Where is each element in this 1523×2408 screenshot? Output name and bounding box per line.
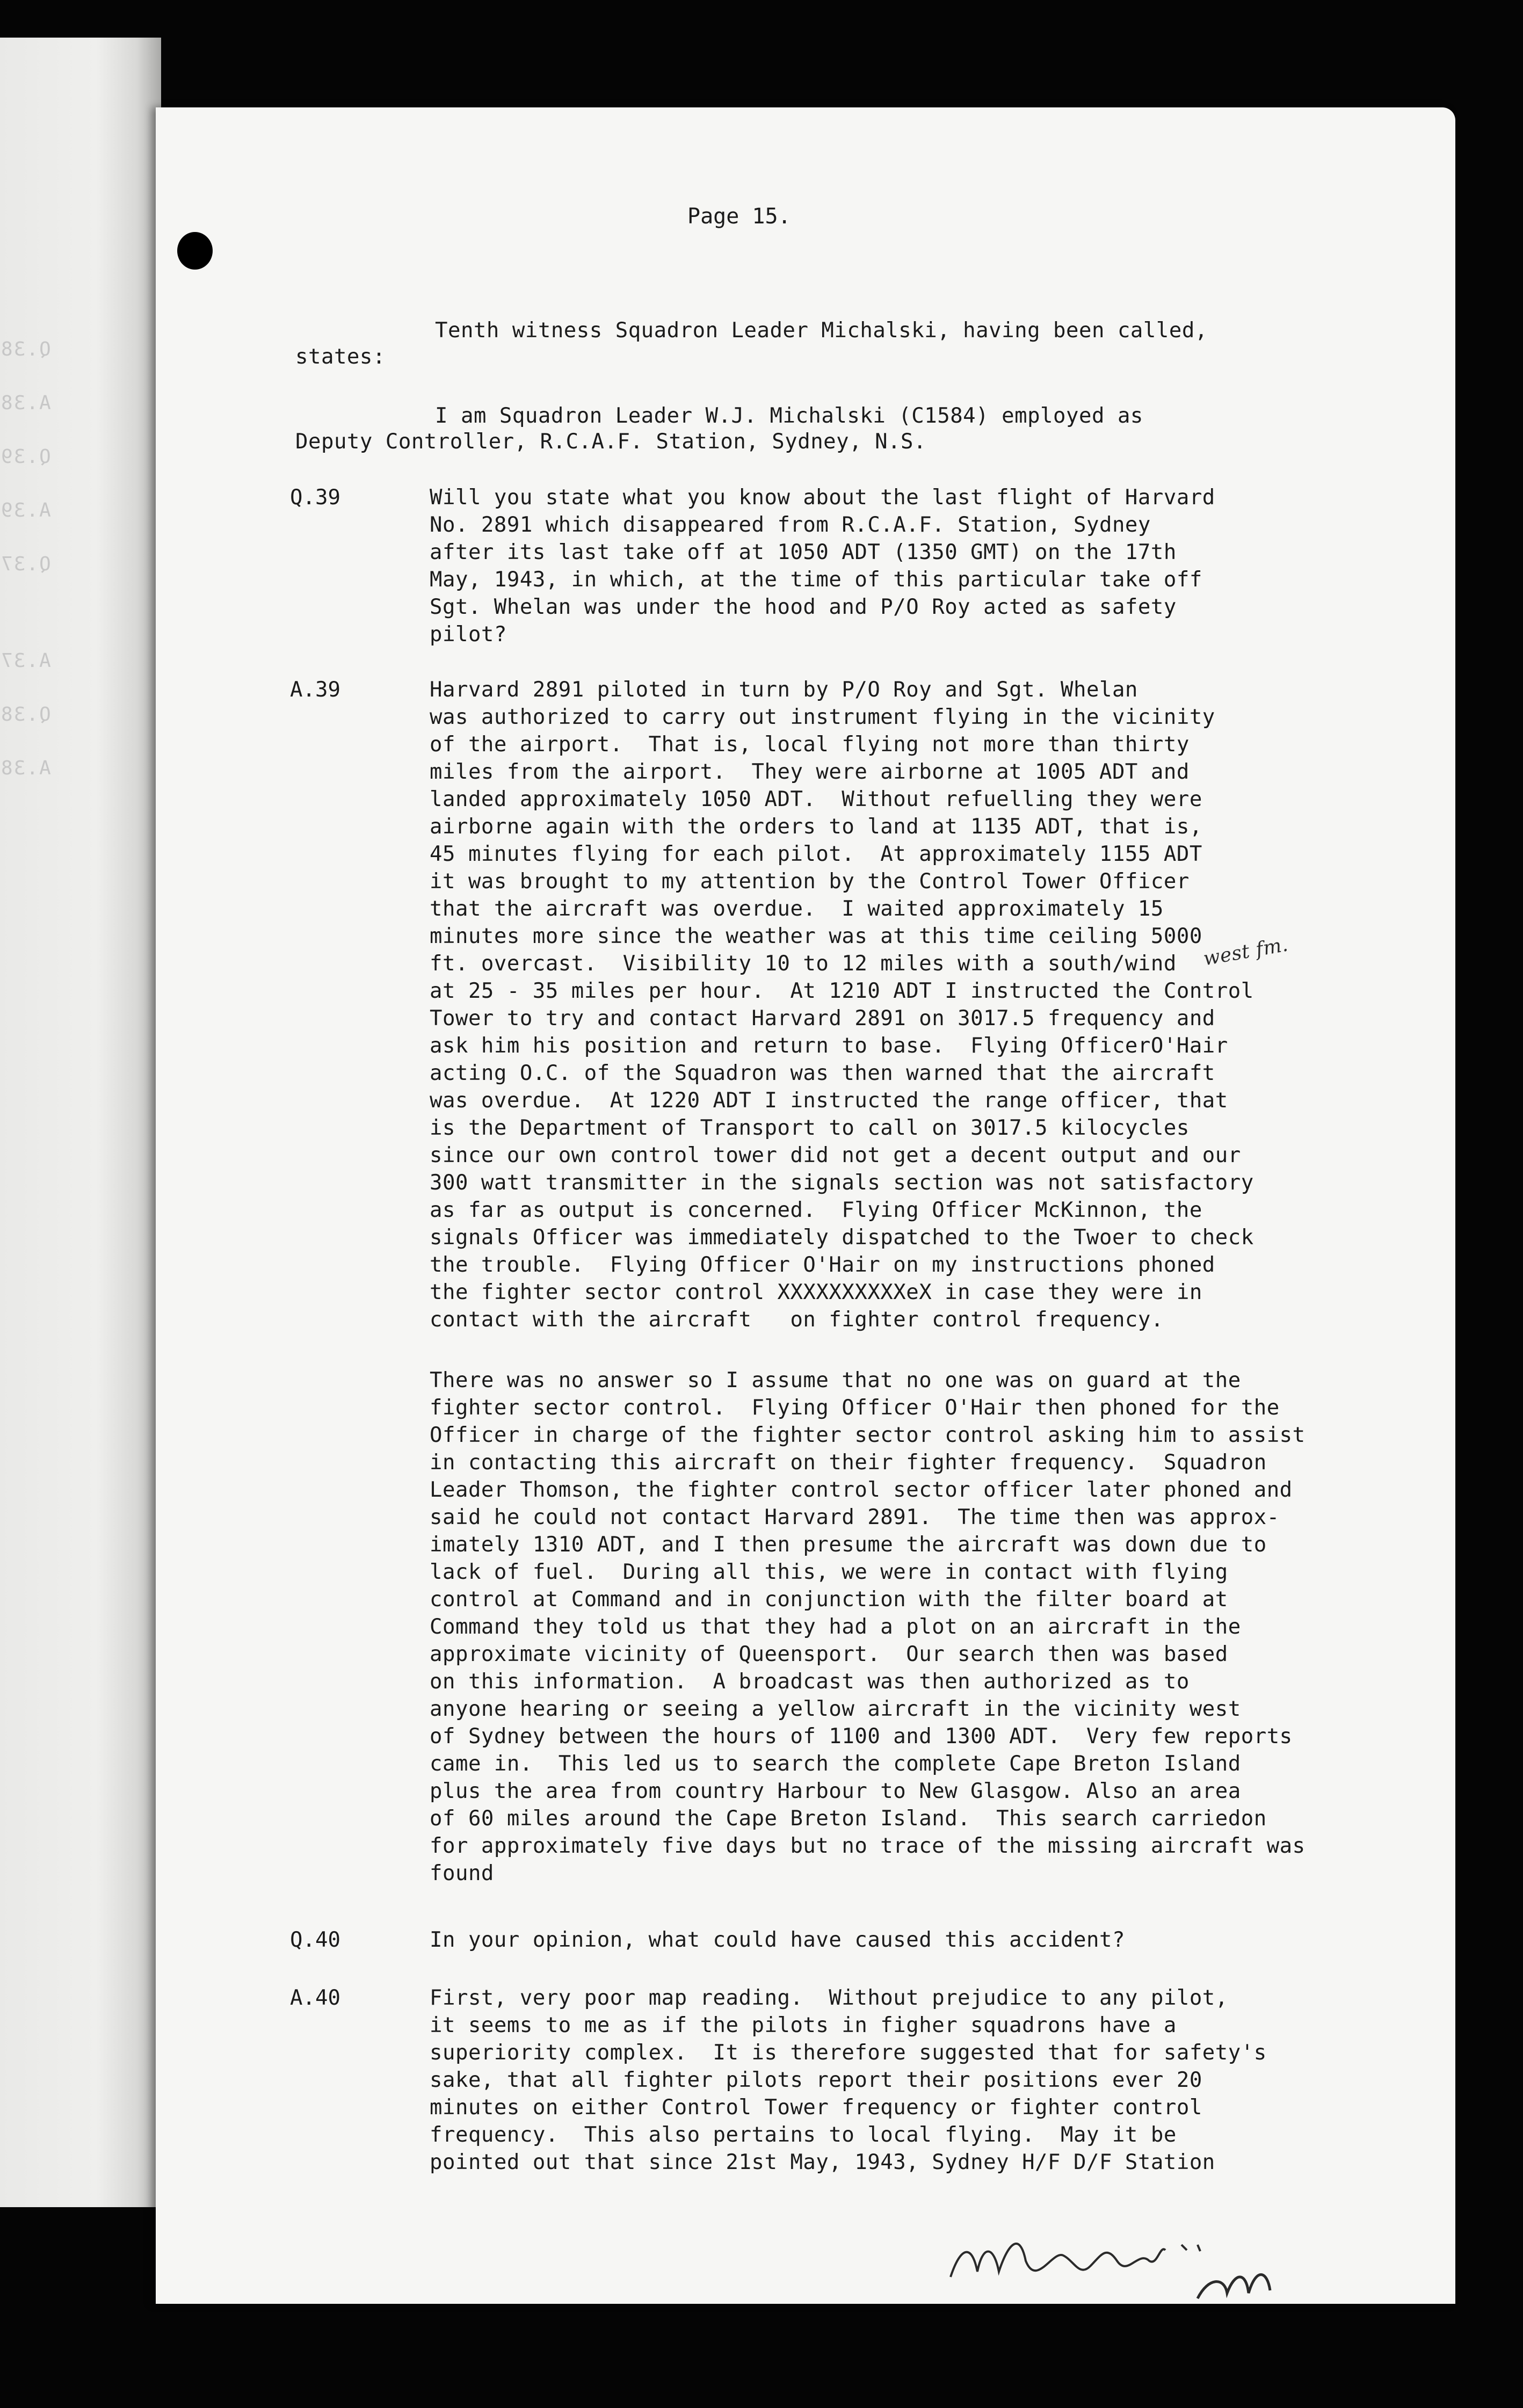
answer-line: imately 1310 ADT, and I then presume the aircraft was down due to [430, 1533, 1267, 1557]
answer-line: since our own control tower did not get a decent output and our [430, 1143, 1241, 1167]
signature [945, 2213, 1278, 2309]
answer-line: plus the area from country Harbour to New Glasgow. Also an area [430, 1779, 1241, 1803]
margin-note: west fm. [1201, 933, 1290, 970]
answer-line: anyone hearing or seeing a yellow aircraft in the vicinity west [430, 1697, 1241, 1721]
left-label-8: A.38 [0, 757, 51, 779]
question-label: Q.40 [290, 1928, 340, 1952]
answer-line: lack of fuel. During all this, we were in contact with flying [430, 1560, 1228, 1584]
question-line: May, 1943, in which, at the time of this particular take off [430, 568, 1202, 592]
left-label-3: Q.39 [0, 446, 51, 468]
answer-line: ft. overcast. Visibility 10 to 12 miles with a south/wind [430, 952, 1177, 976]
answer-line: Tower to try and contact Harvard 2891 on 3017.5 frequency and [430, 1006, 1215, 1031]
answer-line: There was no answer so I assume that no one was on guard at the [430, 1368, 1241, 1392]
answer-line: on this information. A broadcast was then authorized as to [430, 1670, 1190, 1694]
intro-line: states: [295, 345, 386, 369]
answer-line: found [430, 1861, 494, 1885]
left-label-6: A.37 [0, 650, 51, 672]
answer-line: 300 watt transmitter in the signals section was not satisfactory [430, 1171, 1254, 1195]
answer-line: came in. This led us to search the complete Cape Breton Island [430, 1752, 1241, 1776]
answer-line: signals Officer was immediately dispatched to the Twoer to check [430, 1225, 1254, 1250]
question-label: Q.39 [290, 485, 340, 510]
answer-line: is the Department of Transport to call on 3017.5 kilocycles [430, 1116, 1190, 1140]
answer-line: superiority complex. It is therefore suggested that for safety's [430, 2041, 1267, 2065]
answer-line: fighter sector control. Flying Officer O'Hair then phoned for the [430, 1396, 1280, 1420]
question-line: Will you state what you know about the last flight of Harvard [430, 485, 1215, 510]
answer-line: minutes on either Control Tower frequency or fighter control [430, 2095, 1202, 2120]
question-line: pilot? [430, 622, 507, 647]
answer-line: ask him his position and return to base. Flying OfficerO'Hair [430, 1034, 1228, 1058]
left-label-1: Q.38 [0, 338, 51, 360]
answer-line: the fighter sector control XXXXXXXXXXeX in case they were in [430, 1280, 1202, 1304]
left-label-7: Q.38 [0, 703, 51, 726]
left-label-4: A.39 [0, 499, 51, 521]
answer-line: said he could not contact Harvard 2891. The time then was approx- [430, 1505, 1280, 1529]
answer-line: was overdue. At 1220 ADT I instructed the range officer, that [430, 1089, 1228, 1113]
binder-hole [177, 232, 213, 270]
answer-line: was authorized to carry out instrument flying in the vicinity [430, 705, 1215, 729]
question-line: No. 2891 which disappeared from R.C.A.F. Station, Sydney [430, 513, 1151, 537]
answer-line: it was brought to my attention by the Control Tower Officer [430, 869, 1190, 894]
answer-line: in contacting this aircraft on their fighter frequency. Squadron [430, 1450, 1267, 1475]
question-line: after its last take off at 1050 ADT (1350 GMT) on the 17th [430, 540, 1177, 564]
identification-line: I am Squadron Leader W.J. Michalski (C1584) employed as [435, 404, 1143, 428]
answer-line: control at Command and in conjunction with the filter board at [430, 1587, 1228, 1612]
answer-line: of Sydney between the hours of 1100 and 1300 ADT. Very few reports [430, 1724, 1293, 1749]
intro-line: Tenth witness Squadron Leader Michalski, having been called, [435, 318, 1208, 343]
answer-line: Harvard 2891 piloted in turn by P/O Roy and Sgt. Whelan [430, 678, 1138, 702]
answer-line: miles from the airport. They were airborne at 1005 ADT and [430, 760, 1190, 784]
answer-line: approximate vicinity of Queensport. Our search then was based [430, 1642, 1228, 1666]
left-label-5: Q.37 [0, 553, 51, 575]
answer-line: at 25 - 35 miles per hour. At 1210 ADT I instructed the Control [430, 979, 1254, 1003]
answer-label: A.40 [290, 1986, 340, 2010]
left-label-2: A.38 [0, 392, 51, 414]
previous-page-edge [0, 38, 161, 2207]
page-number: Page 15. [687, 204, 791, 229]
answer-line: that the aircraft was overdue. I waited approximately 15 [430, 897, 1164, 921]
answer-line: airborne again with the orders to land at 1135 ADT, that is, [430, 815, 1202, 839]
answer-line: Officer in charge of the fighter sector control asking him to assist [430, 1423, 1306, 1447]
answer-label: A.39 [290, 678, 340, 702]
answer-line: of the airport. That is, local flying not more than thirty [430, 732, 1190, 757]
answer-line: of 60 miles around the Cape Breton Island. This search carriedon [430, 1807, 1267, 1831]
answer-line: minutes more since the weather was at this time ceiling 5000 [430, 924, 1202, 948]
answer-line: 45 minutes flying for each pilot. At approximately 1155 ADT [430, 842, 1202, 866]
answer-line: as far as output is concerned. Flying Officer McKinnon, the [430, 1198, 1202, 1222]
identification-line: Deputy Controller, R.C.A.F. Station, Sydney, N.S. [295, 430, 927, 454]
answer-line: pointed out that since 21st May, 1943, Sydney H/F D/F Station [430, 2150, 1215, 2174]
answer-line: acting O.C. of the Squadron was then warned that the aircraft [430, 1061, 1215, 1085]
answer-line: contact with the aircraft on fighter control frequency. [430, 1308, 1164, 1332]
answer-line: for approximately five days but no trace of the missing aircraft was [430, 1834, 1306, 1858]
answer-line: Leader Thomson, the fighter control sector officer later phoned and [430, 1478, 1293, 1502]
answer-line: frequency. This also pertains to local flying. May it be [430, 2123, 1177, 2147]
answer-line: Command they told us that they had a plot on an aircraft in the [430, 1615, 1241, 1639]
answer-line: it seems to me as if the pilots in figher squadrons have a [430, 2013, 1177, 2037]
answer-line: landed approximately 1050 ADT. Without refuelling they were [430, 787, 1202, 811]
answer-line: sake, that all fighter pilots report their positions ever 20 [430, 2068, 1202, 2092]
answer-line: the trouble. Flying Officer O'Hair on my instructions phoned [430, 1253, 1215, 1277]
question-line: Sgt. Whelan was under the hood and P/O Roy acted as safety [430, 595, 1177, 619]
answer-line: First, very poor map reading. Without prejudice to any pilot, [430, 1986, 1228, 2010]
question-line: In your opinion, what could have caused this accident? [430, 1928, 1125, 1952]
